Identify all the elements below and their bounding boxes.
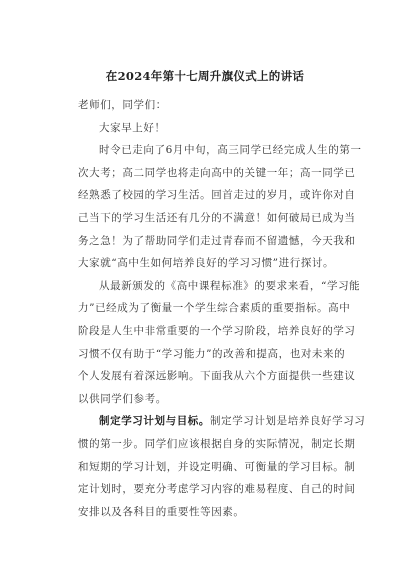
paragraph-line: 务之急！为了帮助同学们走过青春而不留遗憾，今天我和	[78, 234, 356, 247]
paragraph-line: 己当下的学习生活还有几分的不满意！如何破局已成为当	[78, 211, 356, 224]
section-paragraph-line: 安排以及各科目的重要性等因素。	[78, 505, 245, 518]
section-paragraph-line: 惯的第一步。同学们应该根据自身的实际情况，制定长期	[78, 437, 356, 450]
paragraph-line: 从最新颁发的《高中课程标准》的要求来看，“学习能	[99, 279, 361, 292]
document-title: 在2024年第十七周升旗仪式上的讲话	[105, 69, 305, 83]
paragraph-line: 以供同学们参考。	[78, 392, 167, 405]
section-paragraph-line: 和短期的学习计划，并设定明确、可衡量的学习目标。制	[78, 460, 356, 473]
greeting-line: 大家早上好！	[99, 121, 166, 134]
paragraph-line: 时令已走向了6月中旬，高三同学已经完成人生的第一	[99, 144, 362, 157]
paragraph-line: 习惯不仅有助于“学习能力”的改善和提高，也对未来的	[78, 347, 346, 360]
paragraph-line: 经熟悉了校园的学习生活。回首走过的岁月，或许你对自	[78, 189, 356, 202]
salutation-line: 老师们，同学们：	[78, 99, 167, 111]
section-heading: 制定学习计划与目标。	[99, 415, 210, 428]
paragraph-line: 阶段是人生中非常重要的一个学习阶段，培养良好的学习	[78, 324, 356, 337]
paragraph-line: 次大考；高二同学也将走向高中的关键一年；高一同学已	[78, 166, 356, 179]
section-heading-line	[78, 410, 366, 433]
paragraph-line: 个人发展有着深远影响。下面我从六个方面提供一些建议	[78, 370, 356, 383]
section-paragraph-line: 定计划时，要充分考虑学习内容的难易程度、自己的时间	[78, 483, 356, 496]
paragraph-line: 大家就“高中生如何培养良好的学习习惯”进行探讨。	[78, 257, 335, 270]
document-body	[78, 94, 366, 523]
paragraph-line: 力”已经成为了衡量一个学生综合素质的重要指标。高中	[78, 302, 351, 315]
section-first-line-rest: 制定学习计划是培养良好学习习	[210, 415, 366, 428]
